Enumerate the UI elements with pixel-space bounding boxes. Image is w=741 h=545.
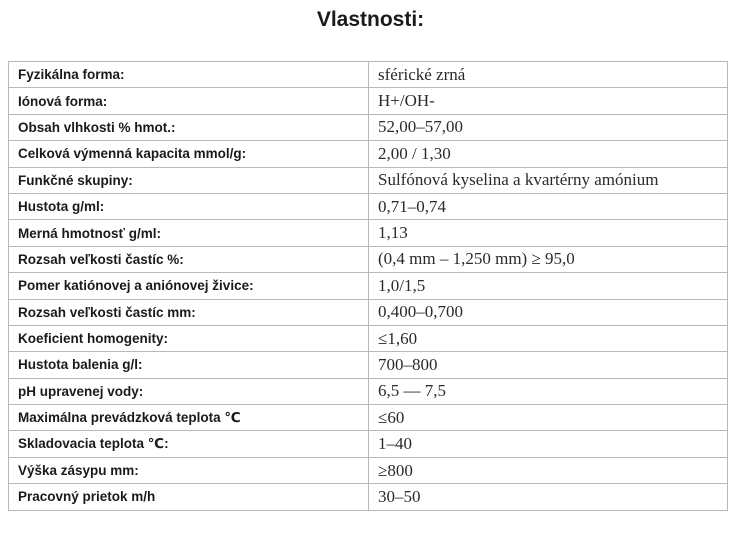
table-row (9, 114, 728, 140)
table-row (9, 273, 728, 299)
property-value: 52,00–57,00 (369, 114, 728, 140)
property-label: Výška zásypu mm: (9, 457, 369, 483)
table-row (9, 378, 728, 404)
property-value: 6,5 — 7,5 (369, 378, 728, 404)
property-value: 2,00 / 1,30 (369, 141, 728, 167)
table-row (9, 246, 728, 272)
property-value: 700–800 (369, 352, 728, 378)
property-value: 0,400–0,700 (369, 299, 728, 325)
property-label: Obsah vlhkosti % hmot.: (9, 114, 369, 140)
property-value: 1,13 (369, 220, 728, 246)
property-value: ≤60 (369, 405, 728, 431)
table-row (9, 299, 728, 325)
property-label: Pracovný prietok m/h (9, 484, 369, 510)
properties-table (8, 61, 728, 511)
table-row (9, 220, 728, 246)
table-row (9, 193, 728, 219)
property-label: pH upravenej vody: (9, 378, 369, 404)
property-label: Hustota balenia g/l: (9, 352, 369, 378)
property-value: H+/OH- (369, 88, 728, 114)
property-value: Sulfónová kyselina a kvartérny amónium (369, 167, 728, 193)
property-value: (0,4 mm – 1,250 mm) ≥ 95,0 (369, 246, 728, 272)
property-label: Fyzikálna forma: (9, 62, 369, 88)
property-value: 1–40 (369, 431, 728, 457)
property-label: Skladovacia teplota ℃: (9, 431, 369, 457)
property-label: Pomer katiónovej a aniónovej živice: (9, 273, 369, 299)
property-label: Koeficient homogenity: (9, 325, 369, 351)
table-row (9, 325, 728, 351)
page-title: Vlastnosti: (316, 8, 425, 31)
property-value: 0,71–0,74 (369, 193, 728, 219)
table-row (9, 457, 728, 483)
table-row (9, 431, 728, 457)
property-value: sférické zrná (369, 62, 728, 88)
property-label: Hustota g/ml: (9, 193, 369, 219)
table-row (9, 352, 728, 378)
property-value: ≤1,60 (369, 325, 728, 351)
property-label: Funkčné skupiny: (9, 167, 369, 193)
table-row (9, 405, 728, 431)
property-value: 1,0/1,5 (369, 273, 728, 299)
property-label: Celková výmenná kapacita mmol/g: (9, 141, 369, 167)
property-label: Merná hmotnosť g/ml: (9, 220, 369, 246)
property-label: Maximálna prevádzková teplota ℃ (9, 405, 369, 431)
property-label: Iónová forma: (9, 88, 369, 114)
table-row (9, 62, 728, 88)
property-label: Rozsah veľkosti častíc mm: (9, 299, 369, 325)
property-label: Rozsah veľkosti častíc %: (9, 246, 369, 272)
table-row (9, 141, 728, 167)
property-value: ≥800 (369, 457, 728, 483)
table-row (9, 484, 728, 510)
table-row (9, 88, 728, 114)
property-value: 30–50 (369, 484, 728, 510)
table-row (9, 167, 728, 193)
